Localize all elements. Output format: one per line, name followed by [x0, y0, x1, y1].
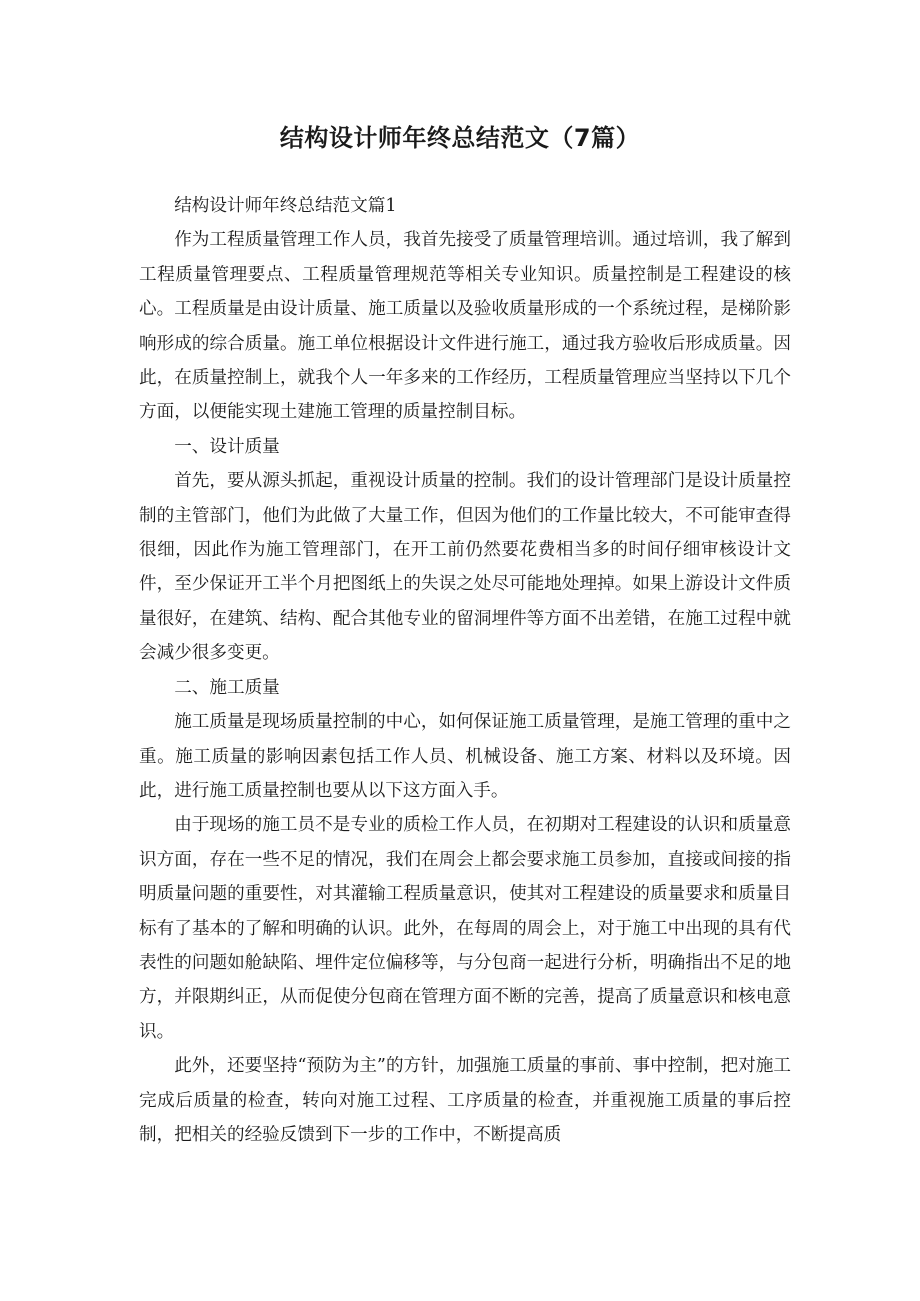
section-heading: 一、设计质量 [174, 436, 280, 457]
paragraph: 此外，还要坚持“预防为主”的方针，加强施工质量的事前、事中控制，把对施工完成后质量的检查，转向对施工过程、工序质量的检查，并重视施工质量的事后控制，把相关的经验反馈到下一步的工作中，不断提高质 [139, 1056, 791, 1145]
document-body [139, 189, 791, 1152]
document-title: 结构设计师年终总结范文（7篇） [279, 124, 641, 152]
paragraph: 施工质量是现场质量控制的中心，如何保证施工质量管理，是施工管理的重中之重。施工质量的影响因素包括工作人员、机械设备、施工方案、材料以及环境。因此，进行施工质量控制也要从以下这方面入手。 [139, 712, 791, 801]
section-heading: 二、施工质量 [174, 677, 280, 698]
section-heading: 结构设计师年终总结范文篇1 [174, 196, 397, 216]
paragraph: 由于现场的施工员不是专业的质检工作人员，在初期对工程建设的认识和质量意识方面，存在一些不足的情况，我们在周会上都会要求施工员参加，直接或间接的指明质量问题的重要性，对其灌输工程质量意识，使其对工程建设的质量要求和质量目标有了基本的了解和明确的认识。此外，在每周的周会上，对于施工中出现的具有代表性的问题如舱缺陷、埋件定位偏移等，与分包商一起进行分析，明确指出不足的地方，并限期纠正，从而促使分包商在管理方面不断的完善，提高了质量意识和核电意识。 [139, 815, 791, 1042]
paragraph: 作为工程质量管理工作人员，我首先接受了质量管理培训。通过培训，我了解到工程质量管理要点、工程质量管理规范等相关专业知识。质量控制是工程建设的核心。工程质量是由设计质量、施工质量以及验收质量形成的一个系统过程，是梯阶影响形成的综合质量。施工单位根据设计文件进行施工，通过我方验收后形成质量。因此，在质量控制上，就我个人一年多来的工作经历，工程质量管理应当坚持以下几个方面，以便能实现土建施工管理的质量控制目标。 [139, 230, 791, 423]
paragraph: 首先，要从源头抓起，重视设计质量的控制。我们的设计管理部门是设计质量控制的主管部门，他们为此做了大量工作，但因为他们的工作量比较大，不可能审查得很细，因此作为施工管理部门，在开工前仍然要花费相当多的时间仔细审核设计文件，至少保证开工半个月把图纸上的失误之处尽可能地处理掉。如果上游设计文件质量很好，在建筑、结构、配合其他专业的留洞埋件等方面不出差错，在施工过程中就会减少很多变更。 [139, 471, 791, 664]
